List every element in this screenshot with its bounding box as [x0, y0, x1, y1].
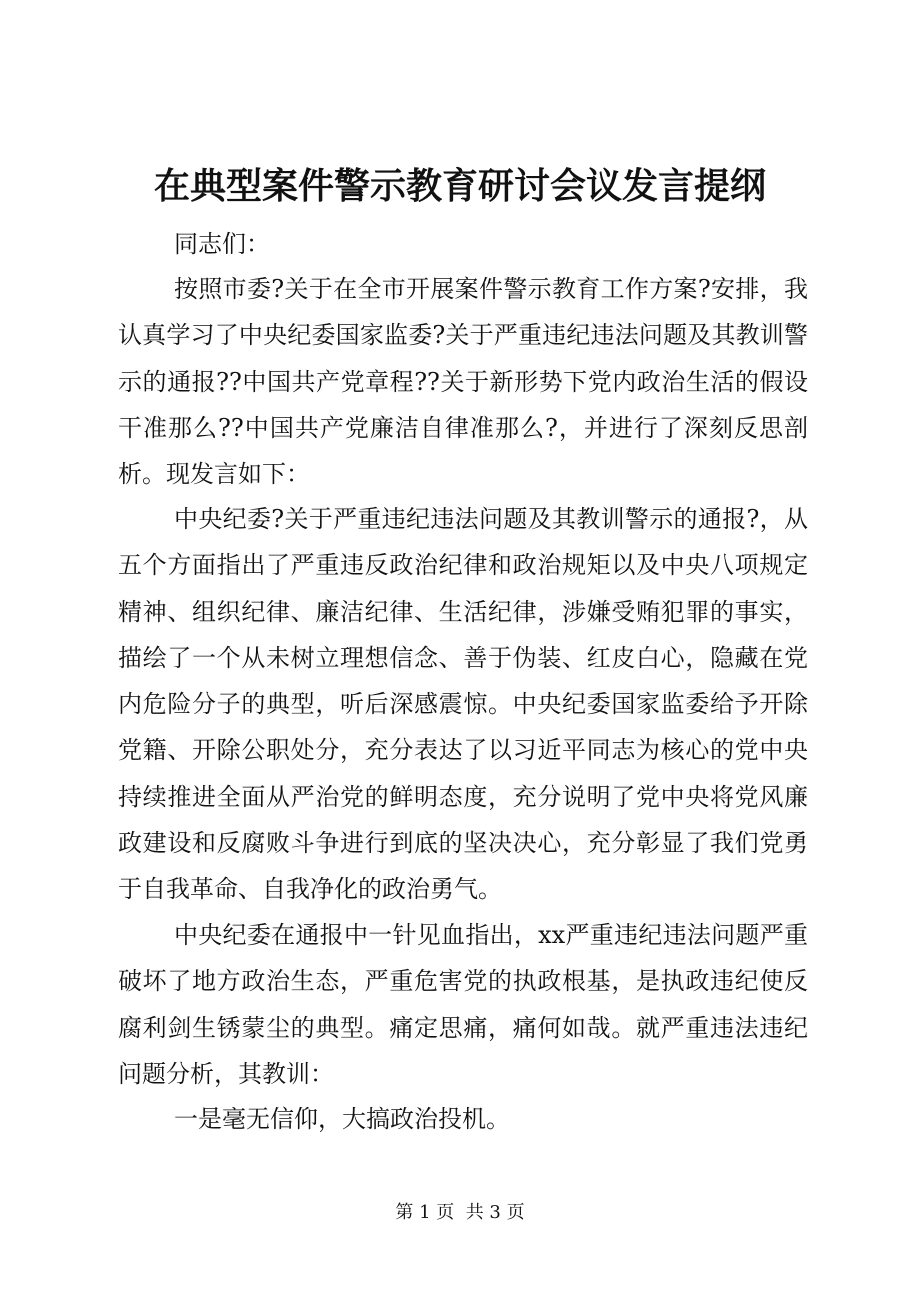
- paragraph-1: 按照市委?关于在全市开展案件警示教育工作方案?安排，我认真学习了中央纪委国家监委?关于严重违纪违法问题及其教训警示的通报??中国共产党章程??关于新形势下党内政治生活的假设干准那么??中国共产党廉洁自律准那么?，并进行了深刻反思剖析。现发言如下：: [118, 275, 808, 489]
- salutation: 同志们：: [174, 230, 270, 258]
- paragraph-3: 中央纪委在通报中一针见血指出，xx严重违纪违法问题严重破坏了地方政治生态，严重危害党的执政根基，是执政违纪使反腐利剑生锈蒙尘的典型。痛定思痛，痛何如哉。就严重违法违纪问题分析，其教训：: [118, 921, 808, 1088]
- document-title: 在典型案件警示教育研讨会议发言提纲: [153, 165, 766, 207]
- page-footer: 第 1 页 共 3 页: [395, 1202, 525, 1223]
- paragraph-2: 中央纪委?关于严重违纪违法问题及其教训警示的通报?，从五个方面指出了严重违反政治纪律和政治规矩以及中央八项规定精神、组织纪律、廉洁纪律、生活纪律，涉嫌受贿犯罪的事实，描绘了一个从未树立理想信念、善于伪装、红皮白心，隐藏在党内危险分子的典型，听后深感震惊。中央纪委国家监委给予开除党籍、开除公职处分，充分表达了以习近平同志为核心的党中央持续推进全面从严治党的鲜明态度，充分说明了党中央将党风廉政建设和反腐败斗争进行到底的坚决决心，充分彰显了我们党勇于自我革命、自我净化的政治勇气。: [118, 505, 808, 904]
- paragraph-4: 一是毫无信仰，大搞政治投机。: [174, 1105, 510, 1133]
